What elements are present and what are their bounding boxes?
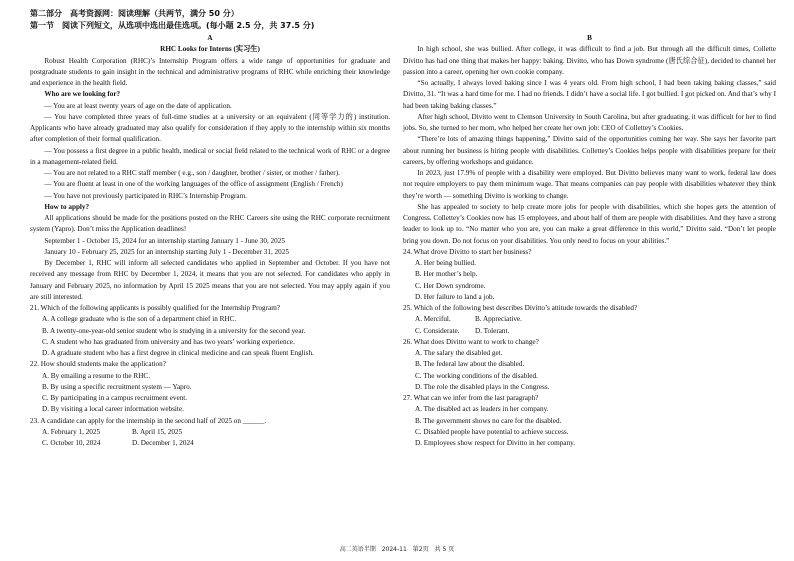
answer-option: C. A student who has graduated from university and has two years’ working experience.: [42, 337, 295, 346]
passage-letter-b: B: [587, 34, 592, 42]
answer-option: A. By emailing a resume to the RHC.: [42, 371, 150, 380]
answer-option-row: [30, 427, 390, 438]
passage-b-paragraph: After high school, Divitto went to Clemson University in South Carolina, but after graduating, it was difficult for her to find jobs. So, she turned to her mom, who helped her create her own job: CEO of Collettey’s Cookies.: [403, 112, 776, 132]
passage-b-paragraph: She has appealed to society to help create more jobs for people with disabilities, which she hopes gets the attention of Congress. Collettey’s Cookies now has 15 employees, and about half of them are people with disabilities. And they have a strong leader to look up to. “No matter who you are, you can make a great difference in this world,” Divitto said. “Don’t let people bring you down. Do not focus on your disabilities. You only need to focus on your abilities.”: [403, 202, 776, 245]
answer-option: A. The disabled act as leaders in her company.: [415, 405, 549, 414]
answer-option: B. The federal law about the disabled.: [415, 360, 525, 369]
requirement-item: — You have completed three years of full-time studies at a university or an equivalent (同等学力的) institution. Applicants who have already graduated may also qualify for consideration if they apply to the internship within six months after completion of their formal qualification.: [30, 112, 390, 144]
passage-letter-a: A: [207, 34, 213, 42]
answer-option: D. Employees show respect for Divitto in her company.: [415, 439, 576, 447]
passage-b-paragraph: “So actually, I always loved baking since I was 4 years old. From high school, I had been taking baking classes,” said Divitto, 31. “It was a hard time for me. I had no friends. I didn’t have a social life. I got bullied. I got picked on. And that’s why I had been taking baking classes.”: [403, 79, 776, 110]
answer-option: D. A graduate student who has a first degree in clinical medicine and can speak fluent English.: [42, 349, 314, 357]
answer-option: C. Her Down syndrome.: [415, 281, 486, 290]
left-column: [30, 33, 390, 449]
passage-a-intro: Robust Health Corporation (RHC)’s Internship Program offers a wide range of opportunities for graduate and postgraduate students to gain insight in the technical and administrative programs of RHC while enriching their knowledge and experience in the health field.: [30, 56, 390, 87]
passage-a-closing: By December 1, RHC will inform all selected candidates who applied in September and October. If you have not received any message from RHC by December 1, 2024, it means that you are not selected. For candidates who apply in January and February 2025, no information by April 15 2025 means that you are not selected. You may apply again if you are still interested.: [30, 259, 390, 301]
answer-option: B. By using a specific recruitment system — Yapro.: [42, 382, 192, 391]
answer-option: D. Tolerant.: [475, 326, 510, 335]
section-heading: 第一节 阅读下列短文，从选项中选出最佳选项。(每小题 2.5 分，共 37.5 分): [30, 21, 315, 30]
answer-option: B. The government shows no care for the disabled.: [415, 416, 562, 425]
answer-option-row: [403, 314, 776, 325]
page-footer: 高二英语半期 2024-11 第2页 共 5 页: [339, 546, 455, 553]
answer-option: A. Her being bullied.: [415, 259, 476, 267]
question-stem: 23. A candidate can apply for the internship in the second half of 2025 on ______.: [30, 416, 267, 425]
how-heading: How to apply?: [44, 202, 90, 211]
question-stem: 22. How should students make the application?: [30, 360, 166, 369]
requirement-item: — You have not previously participated in RHC’s Internship Program.: [44, 191, 248, 200]
answer-option: A. A college graduate who is the son of a department chief in RHC.: [42, 315, 237, 324]
answer-option: B. Appreciative.: [475, 315, 522, 324]
right-column: [403, 33, 776, 449]
requirement-item: — You possess a first degree in a public health, medical or social field related to the technical work of RHC or a degree in a management-related field.: [30, 146, 390, 166]
deadline-date: September 1 - October 15, 2024 for an internship starting January 1 - June 30, 2025: [44, 236, 285, 245]
deadline-date: January 10 - February 25, 2025 for an internship starting July 1 - December 31, 2025: [44, 247, 289, 256]
answer-option: B. Her mother’s help.: [415, 270, 478, 279]
answer-option: C. October 10, 2024: [42, 439, 101, 447]
question-stem: 26. What does Divitto want to work to change?: [403, 337, 539, 346]
answer-option-row: [403, 326, 776, 337]
answer-option: D. December 1, 2024: [132, 439, 194, 447]
answer-option: B. April 15, 2025: [132, 427, 183, 436]
question-stem: 27. What can we infer from the last paragraph?: [403, 394, 539, 402]
answer-option: A. February 1, 2025: [42, 427, 101, 436]
requirement-item: — You are fluent at least in one of the working languages of the office of assignment (English / French): [44, 180, 343, 189]
how-text: All applications should be made for the positions posted on the RHC Careers site using the RHC corporate recruitment system (Yapro). Don’t miss the Application deadlines!: [30, 214, 390, 234]
answer-option-row: [30, 438, 390, 449]
answer-option: C. Considerate.: [415, 326, 460, 335]
answer-option: D. Her failure to land a job.: [415, 292, 495, 301]
passage-b-paragraph: In high school, she was bullied. After college, it was difficult to find a job. But through all the difficult times, Collette Divitto has had one thing that makes her happy: baking. Divitto, who has Down syndrome (唐氏综合征), decided to channel her passion into a career, opening her own cookie company.: [403, 45, 776, 76]
answer-option: C. The working conditions of the disabled.: [415, 371, 538, 380]
passage-b-paragraph: “There’re lots of amazing things happening,” Divitto said of the opportunities coming her way. She says her favorite part about running her business is hiring people with disabilities. Collettey’s Cookies helps people with disabilities prepare for their careers, by offering workshops and guidance.: [403, 135, 776, 166]
question-stem: 25. Which of the following best describes Divitto’s attitude towards the disabled?: [403, 304, 638, 312]
answer-option: D. The role the disabled plays in the Congress.: [415, 382, 550, 391]
answer-option: D. By visiting a local career information website.: [42, 405, 184, 414]
answer-option: C. Disabled people have potential to achieve success.: [415, 427, 569, 436]
passage-b-paragraph: In 2023, just 17.9% of people with a disability were employed. But Divitto believes many want to work, federal law does not require employers to pay them minimum wage. That means companies can pay people with disabilities whatever they think they’re worth — something Divitto is working to change.: [403, 169, 776, 200]
answer-option: A. Merciful.: [415, 315, 451, 324]
answer-option: B. A twenty-one-year-old senior student who is studying in a university for the second year.: [42, 326, 306, 335]
passage-a-title: RHC Looks for Interns (实习生): [160, 45, 260, 54]
question-stem: 24. What drove Divitto to start her business?: [403, 247, 532, 256]
question-stem: 21. Which of the following applicants is possibly qualified for the Internship Program?: [30, 304, 280, 312]
requirement-item: — You are not related to a RHC staff member ( e.g., son / daughter, brother / sister, or mother / father).: [44, 169, 340, 177]
who-heading: Who are we looking for?: [44, 90, 121, 99]
part-heading: 第二部分 高考资源网：阅读理解（共两节，满分 50 分）: [30, 9, 239, 18]
answer-option: C. By participating in a campus recruitment event.: [42, 394, 188, 402]
requirement-item: — You are at least twenty years of age on the date of application.: [44, 101, 232, 110]
answer-option: A. The salary the disabled get.: [415, 349, 503, 357]
